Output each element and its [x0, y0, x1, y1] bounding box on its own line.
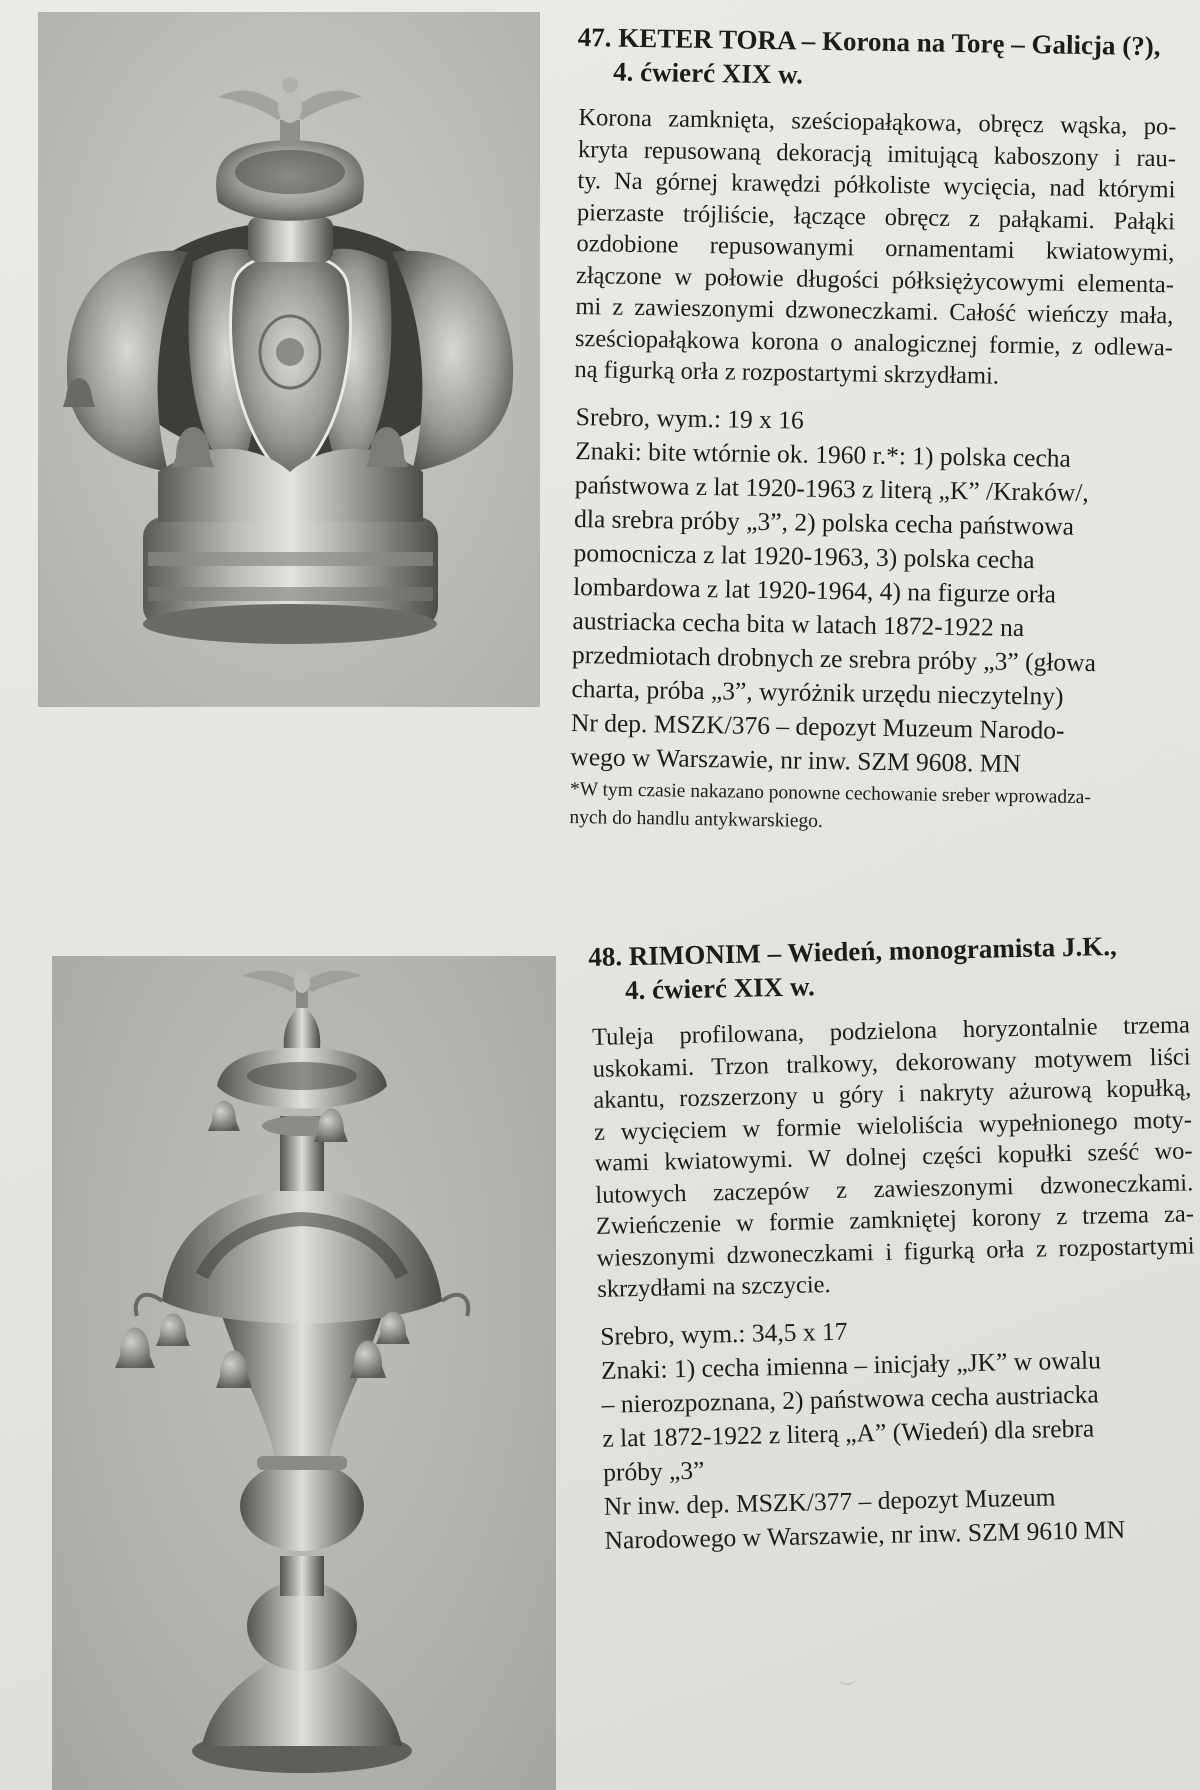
- details-line: – nierozpoznana, 2) państwowa cecha austriacka: [601, 1378, 1099, 1419]
- entry-details: [570, 400, 1172, 783]
- details-line: państwowa z lat 1920-1963 z literą „K” /Kraków/,: [574, 469, 1089, 507]
- description-line: sześciopałąkowa korona o analogicznej formie, z odlewa-: [574, 324, 1174, 361]
- details-line: Znaki: 1) cecha imienna – inicjały „JK” w owalu: [600, 1344, 1102, 1385]
- entry-number: 48.: [588, 941, 623, 972]
- catalog-entry-47: [565, 20, 1178, 841]
- paper-blemish: [838, 1673, 856, 1685]
- details-line: próby „3”: [602, 1455, 705, 1487]
- entry-details: [600, 1307, 1200, 1557]
- details-line: pomocnicza z lat 1920-1963, 3) polska cecha: [573, 537, 1035, 574]
- details-line: dla srebra próby „3”, 2) polska cecha państwowa: [573, 503, 1075, 541]
- crown-illustration: [38, 12, 540, 707]
- description-line: lutowych zaczepów z zawieszonymi dzwoneczkami.: [595, 1168, 1194, 1209]
- description-line: ty. Na górnej krawędzi półkoliste wycięcia, nad którymi: [577, 167, 1176, 204]
- entry-heading: [588, 927, 1189, 1008]
- entry-description: [574, 102, 1176, 395]
- details-line: z lat 1872-1922 z literą „A” (Wiedeń) dla srebra: [602, 1413, 1095, 1453]
- description-line: Tuleja profilowana, podzielona horyzontalnie trzema: [591, 1011, 1191, 1051]
- entry-description: [592, 1009, 1196, 1305]
- description-line: akantu, rozszerzony u góry i nakryty ażurową kopułką,: [593, 1074, 1192, 1114]
- footnote-line: *W tym czasie nakazano ponowne cechowanie sreber wprowadza-: [569, 778, 1092, 808]
- description-line: pierzaste trójliście, łączące obręcz z pałąkami. Pałąki: [576, 198, 1176, 235]
- rimonim-illustration: [52, 956, 556, 1790]
- inventory-line: Nr dep. MSZK/376 – depozyt Muzeum Narodo-: [570, 707, 1065, 745]
- description-line: wieszonymi dzwoneczkami i figurką orła z rozpostartymi: [596, 1231, 1195, 1272]
- catalog-entry-48: [588, 927, 1200, 1557]
- description-line: wami kwiatowymi. W dolnej części kopułki sześć wo-: [594, 1137, 1193, 1177]
- description-line: Korona zamknięta, sześciopałąkowa, obręcz wąska, po-: [578, 104, 1177, 141]
- details-line: Znaki: bite wtórnie ok. 1960 r.*: 1) polska cecha: [575, 435, 1072, 473]
- entry-title: RIMONIM – Wiedeń, monogramista J.K.,: [628, 930, 1118, 972]
- footnote: [569, 775, 1166, 840]
- entry-heading: [577, 20, 1178, 97]
- material-dimensions: Srebro, wym.: 19 x 16: [575, 401, 805, 435]
- details-line: austriacka cecha bita w latach 1872-1922 na: [572, 605, 1025, 642]
- description-line: skrzydłami na szczycie.: [597, 1270, 831, 1303]
- description-line: z wycięciem w formie wieloliścia wypełnionego moty-: [593, 1105, 1193, 1146]
- entry-date: 4. ćwierć XIX w.: [612, 56, 804, 90]
- description-line: ną figurką orła z rozpostartymi skrzydłami.: [574, 355, 1000, 390]
- details-line: charta, próba „3”, wyróżnik urzędu nieczytelny): [571, 673, 1064, 711]
- description-line: Zwieńczenie w formie zamkniętej korony z trzema za-: [595, 1200, 1195, 1240]
- inventory-line: wego w Warszawie, nr inw. SZM 9608. MN: [570, 741, 1022, 778]
- inventory-line: Narodowego w Warszawie, nr inw. SZM 9610 MN: [604, 1514, 1126, 1555]
- details-line: lombardowa z lat 1920-1964, 4) na figurze orła: [572, 571, 1057, 609]
- inventory-line: Nr inw. dep. MSZK/377 – depozyt Muzeum: [603, 1481, 1056, 1521]
- material-dimensions: Srebro, wym.: 34,5 x 17: [599, 1316, 848, 1351]
- details-line: przedmiotach drobnych ze srebra próby „3” (głowa: [571, 639, 1097, 677]
- rimonim-photo: [52, 956, 556, 1790]
- entry-number: 47.: [577, 21, 612, 53]
- description-line: złączone w połowie długości półksiężycowymi elementa-: [575, 261, 1175, 298]
- description-line: uskokami. Trzon tralkowy, dekorowany motywem liści: [592, 1042, 1191, 1083]
- entry-title: KETER TORA – Korona na Torę – Galicja (?),: [617, 22, 1161, 62]
- keter-tora-photo: [38, 12, 540, 707]
- entry-date: 4. ćwierć XIX w.: [624, 971, 816, 1006]
- description-line: kryta repusowaną dekoracją imitującą kaboszony i rau-: [577, 135, 1177, 172]
- description-line: mi z zawieszonymi dzwoneczkami. Całość wieńczy mała,: [575, 292, 1174, 330]
- description-line: ozdobione repusowanymi ornamentami kwiatowymi,: [576, 230, 1175, 267]
- footnote-line: nych do handlu antykwarskiego.: [569, 806, 824, 832]
